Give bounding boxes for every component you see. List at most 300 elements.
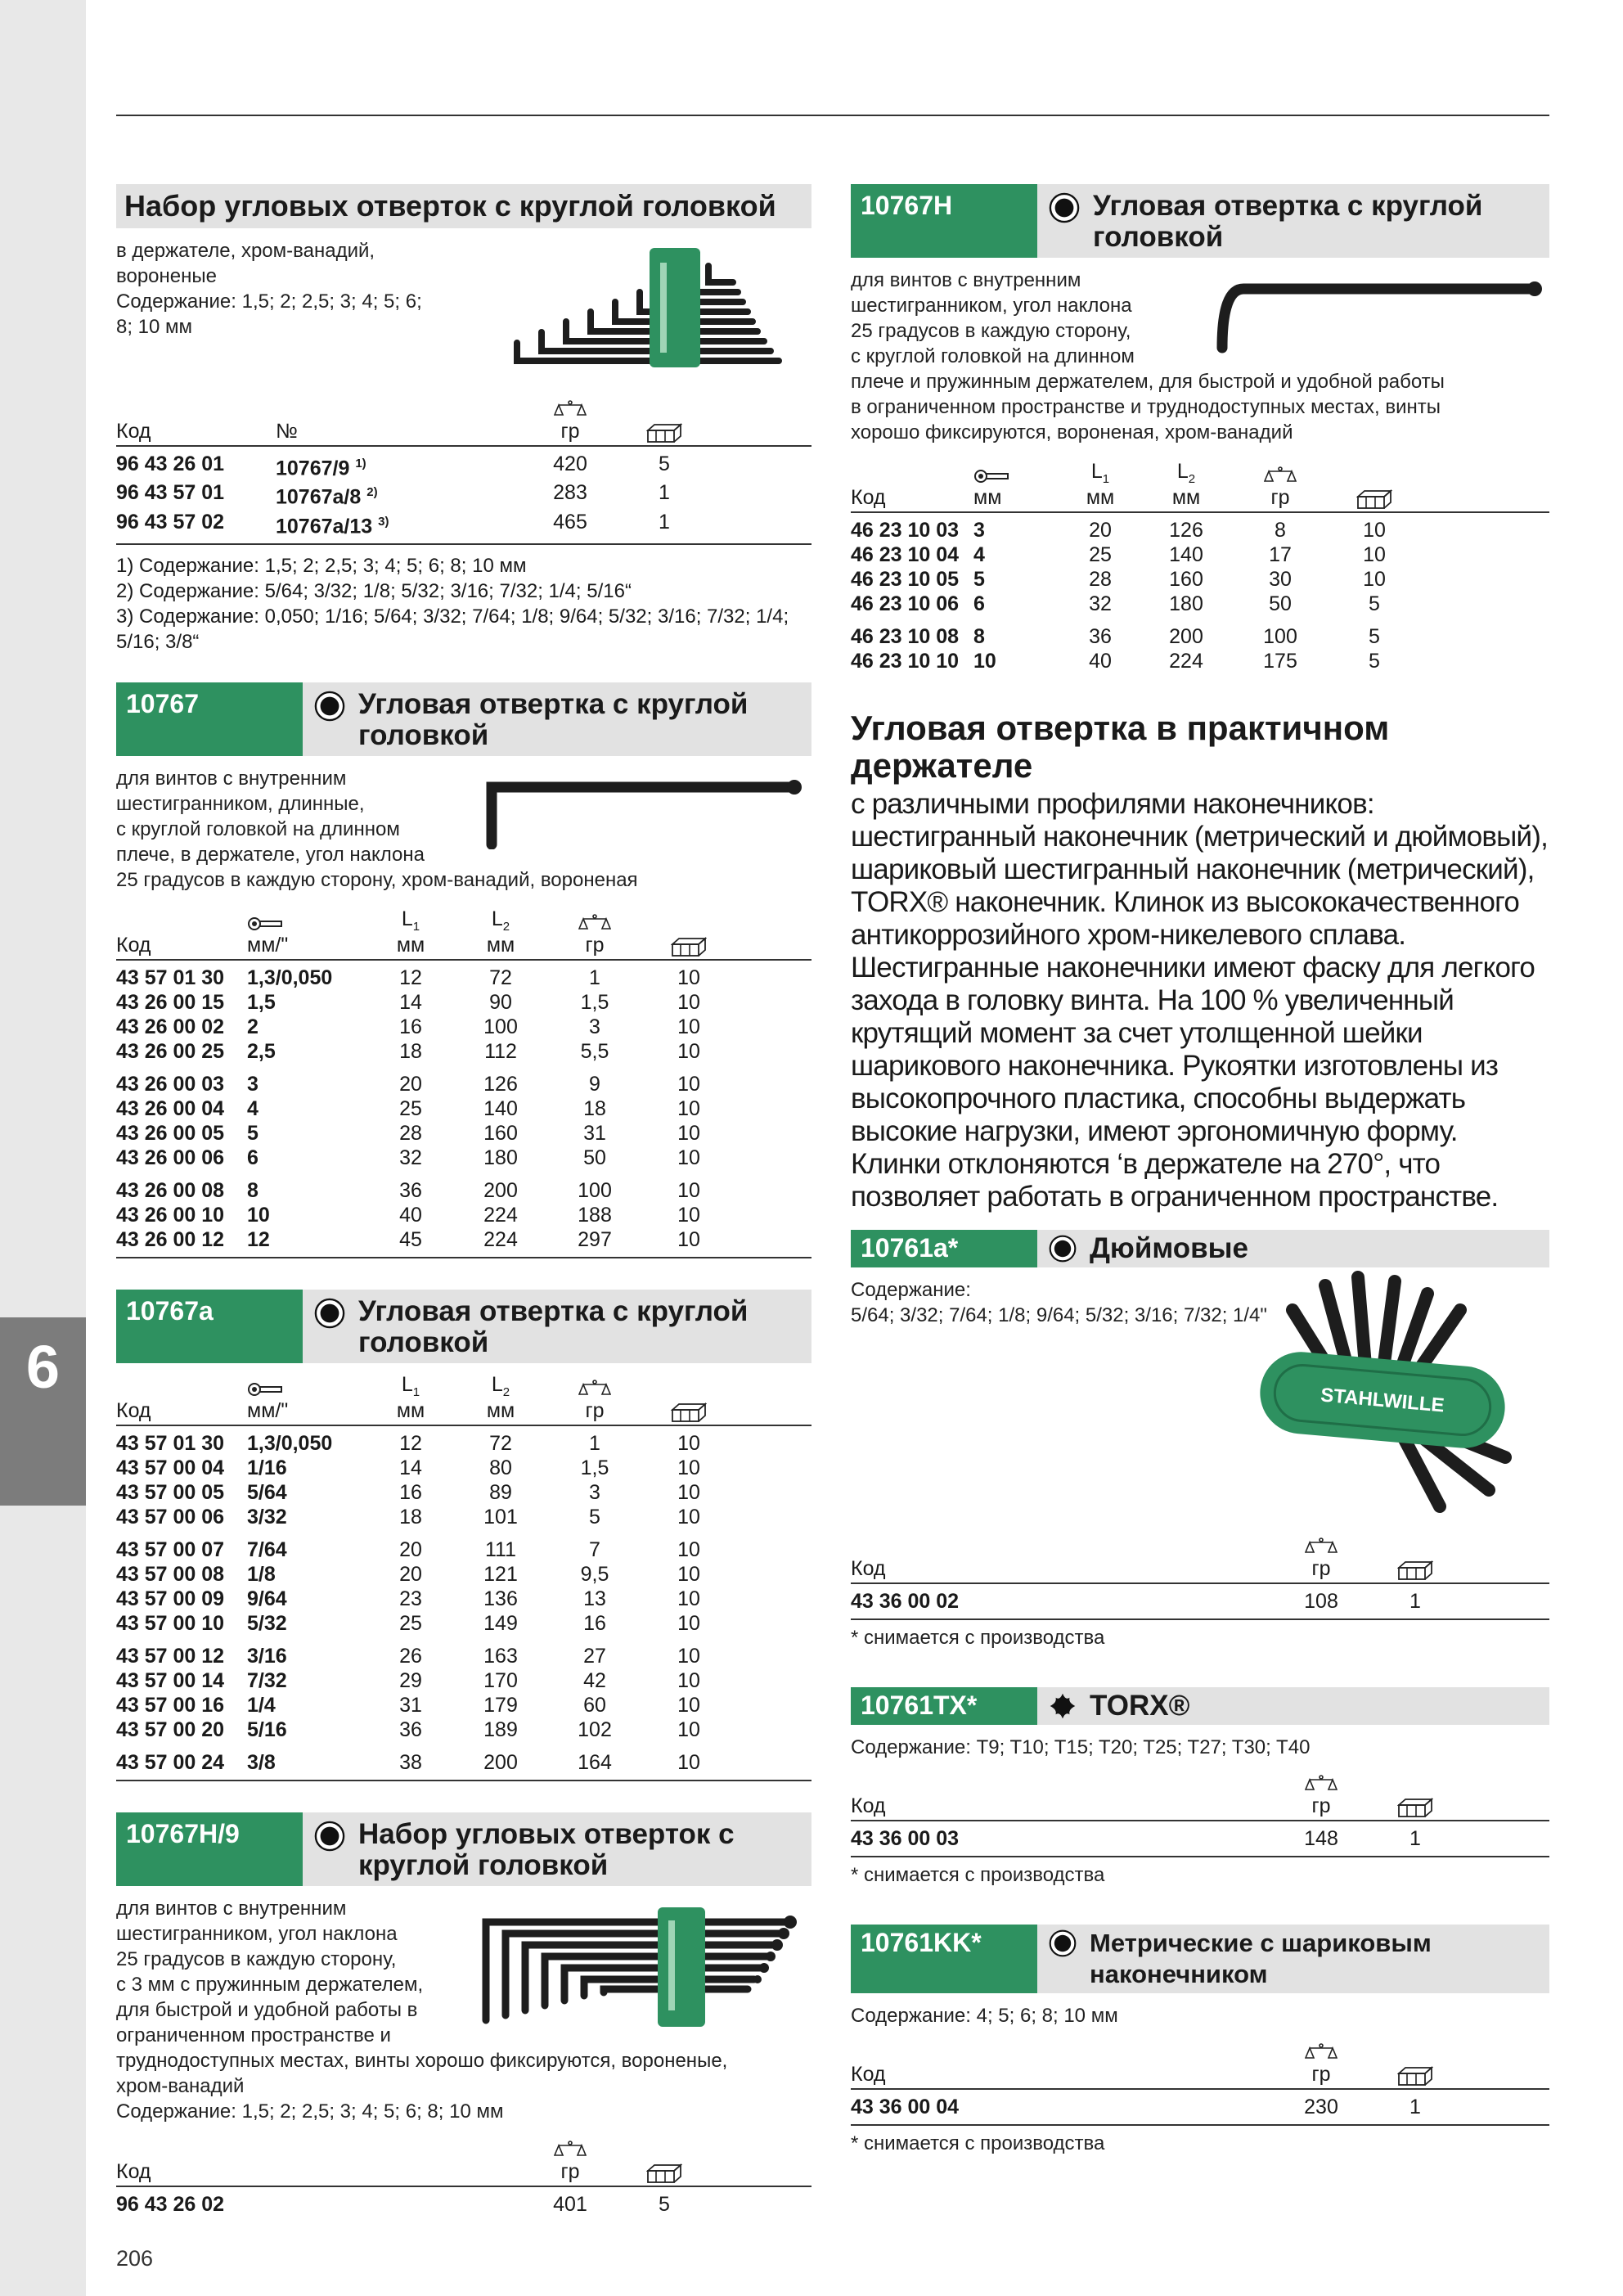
cell-code: 43 57 00 08 <box>116 1562 225 1586</box>
cell-size: 5 <box>973 568 985 591</box>
desc-line: для винтов с внутренним <box>116 1897 347 1920</box>
table-row[interactable] <box>851 1589 1549 1614</box>
section-title: Угловая отвертка с круглой головкой <box>1093 190 1483 253</box>
desc-line: Содержание: 1,5; 2; 2,5; 3; 4; 5; 6; 8; 10 мм <box>116 2100 504 2123</box>
cell-number: 10767/9 <box>276 457 350 480</box>
section-description <box>116 1896 812 2124</box>
table-row[interactable] <box>116 2192 812 2217</box>
table-row[interactable] <box>116 1644 812 1668</box>
table-row[interactable] <box>116 1693 812 1717</box>
cell-code: 43 26 00 12 <box>116 1227 225 1251</box>
table-row[interactable] <box>116 1178 812 1203</box>
cell-weight: 100 <box>578 1178 612 1202</box>
ball-end-icon <box>973 466 1009 486</box>
cell-weight: 31 <box>583 1121 606 1145</box>
section-10761a <box>851 1230 1549 1650</box>
desc-line: шестигранником, длинные, <box>116 792 365 815</box>
cell-l1: 25 <box>399 1611 422 1635</box>
cell-weight: 30 <box>1269 568 1292 591</box>
cell-l2: 89 <box>489 1480 512 1504</box>
cell-pack: 10 <box>677 1537 700 1561</box>
cell-size: 2 <box>247 1015 259 1038</box>
col-l1-label: $L_1$ <box>1090 460 1110 486</box>
cell-weight: 9,5 <box>580 1562 609 1586</box>
cell-weight: 1,5 <box>580 990 609 1014</box>
cell-pack: 10 <box>677 1146 700 1169</box>
table-row[interactable] <box>116 1039 812 1064</box>
cell-l1: 18 <box>399 1505 422 1528</box>
cell-size: 3/16 <box>247 1644 287 1668</box>
table-header <box>116 1373 812 1426</box>
table-row[interactable] <box>116 1750 812 1775</box>
col-code: Код <box>851 1557 886 1580</box>
col-size: мм/" <box>247 933 289 957</box>
footnote: 2) Содержание: 5/64; 3/32; 1/8; 5/32; 3/16; 7/32; 1/4; 5/16“ <box>116 579 632 602</box>
content-values: Содержание: T9; T10; T15; T20; T25; T27; T30; T40 <box>851 1736 1311 1758</box>
desc-line: Содержание: 1,5; 2; 2,5; 3; 4; 5; 6; <box>116 290 422 313</box>
hex-key-set-image <box>509 246 795 369</box>
cell-size: 5 <box>247 1121 259 1145</box>
cell-l2: 224 <box>1169 650 1203 673</box>
cell-code: 43 26 00 25 <box>116 1039 225 1063</box>
cell-weight: 188 <box>578 1203 612 1227</box>
cell-weight: 401 <box>553 2192 587 2216</box>
cell-code: 43 57 00 24 <box>116 1750 225 1774</box>
cell-l2: 189 <box>483 1717 518 1741</box>
ball-end-icon <box>1049 1929 1077 1957</box>
cell-pack: 5 <box>1369 650 1380 673</box>
section-10767H <box>851 184 1549 673</box>
cell-code: 43 57 00 14 <box>116 1668 225 1692</box>
cell-l1: 14 <box>399 990 422 1014</box>
cell-l1: 20 <box>399 1537 422 1561</box>
cell-pack: 10 <box>677 1750 700 1774</box>
package-icon <box>1397 1797 1433 1818</box>
col-l1-unit: мм <box>396 933 425 957</box>
cell-l1: 36 <box>399 1717 422 1741</box>
table-row[interactable] <box>116 1203 812 1227</box>
section-header <box>851 1687 1549 1725</box>
footnote-ref: 2) <box>366 485 378 500</box>
col-weight: гр <box>585 933 605 957</box>
table-row[interactable] <box>116 510 812 538</box>
cell-code: 43 57 00 06 <box>116 1505 225 1528</box>
col-l2-unit: мм <box>486 1398 515 1422</box>
table-row[interactable] <box>116 1431 812 1456</box>
cell-l1: 20 <box>399 1072 422 1096</box>
cell-code: 43 57 00 04 <box>116 1456 225 1479</box>
cell-weight: 18 <box>583 1096 606 1120</box>
s10761TX-table <box>851 1775 1549 1857</box>
cell-weight: 420 <box>553 452 587 475</box>
cell-l1: 25 <box>399 1096 422 1120</box>
cell-weight: 230 <box>1304 2096 1338 2118</box>
cell-code: 43 26 00 06 <box>116 1146 225 1169</box>
table-row[interactable] <box>116 1146 812 1170</box>
cell-pack: 5 <box>659 2192 670 2216</box>
cell-weight: 5,5 <box>580 1039 609 1063</box>
cell-pack: 10 <box>677 1562 700 1586</box>
cell-weight: 16 <box>583 1611 606 1635</box>
scale-icon <box>554 2141 587 2160</box>
desc-line: 25 градусов в каждую сторону, <box>851 320 1131 342</box>
scale-icon <box>554 400 587 420</box>
col-code: Код <box>851 1794 886 1817</box>
cell-code: 43 57 00 12 <box>116 1644 225 1668</box>
ball-end-icon <box>1049 192 1080 223</box>
left-column <box>116 184 812 2217</box>
col-l1-label: $L_1$ <box>401 907 420 934</box>
footnote-ref: 3) <box>378 514 389 529</box>
cell-l2: 200 <box>483 1178 518 1202</box>
content-values: 5/64; 3/32; 7/64; 1/8; 9/64; 5/32; 3/16; 7/32; 1/4" <box>851 1304 1267 1326</box>
s10767-table <box>116 907 812 1258</box>
s10767H9-table <box>116 2141 812 2217</box>
section-10761TX <box>851 1687 1549 1887</box>
table-row[interactable] <box>116 1227 812 1252</box>
col-weight: гр <box>585 1398 605 1422</box>
cell-size: 4 <box>973 543 985 566</box>
table-row[interactable] <box>851 518 1549 542</box>
section-header <box>851 184 1549 258</box>
table-row[interactable] <box>116 1121 812 1146</box>
discontinued-note: * снимается с производства <box>851 1627 1105 1649</box>
desc-line: для быстрой и удобной работы в <box>116 1998 418 2021</box>
col-l2-label: $L_2$ <box>491 907 510 934</box>
desc-line: с круглой головкой на длинном <box>851 345 1135 367</box>
cell-l1: 40 <box>1089 650 1112 673</box>
table-row[interactable] <box>116 1587 812 1611</box>
desc-line: плече и пружинным держателем, для быстрой и удобной работы <box>851 371 1445 393</box>
cell-l2: 140 <box>483 1096 518 1120</box>
cell-pack: 10 <box>677 1587 700 1610</box>
package-icon <box>1356 488 1392 510</box>
col-l2-label: $L_2$ <box>491 1372 510 1399</box>
table-row[interactable] <box>851 2095 1549 2119</box>
desc-line: хром-ванадий <box>116 2074 245 2097</box>
cell-weight: 102 <box>578 1717 612 1741</box>
package-icon <box>646 2163 682 2184</box>
package-icon <box>1397 1560 1433 1581</box>
product-code: 10767H/9 <box>116 1812 303 1886</box>
cell-code: 46 23 10 06 <box>851 592 960 615</box>
cell-size: 1/4 <box>247 1693 276 1717</box>
col-code: Код <box>116 1398 151 1422</box>
desc-line: для винтов с внутренним <box>851 269 1081 291</box>
cell-l2: 180 <box>483 1146 518 1169</box>
cell-pack: 10 <box>677 1456 700 1479</box>
footnote-ref: 1) <box>355 457 366 470</box>
cell-l2: 72 <box>489 966 512 989</box>
scale-icon <box>1305 2043 1338 2063</box>
cell-code: 43 36 00 03 <box>851 1827 960 1850</box>
scale-icon <box>1305 1537 1338 1557</box>
cell-number: 10767a/8 <box>276 485 362 509</box>
col-code: Код <box>116 933 151 957</box>
package-icon <box>1397 2065 1433 2087</box>
cell-weight: 3 <box>589 1480 600 1504</box>
cell-size: 3/8 <box>247 1750 276 1774</box>
cell-pack: 1 <box>1409 1827 1421 1850</box>
cell-code: 43 57 00 09 <box>116 1587 225 1610</box>
table-header <box>851 1537 1549 1584</box>
cell-size: 10 <box>973 650 996 673</box>
cell-weight: 7 <box>589 1537 600 1561</box>
cell-weight: 17 <box>1269 543 1292 566</box>
table-row[interactable] <box>851 567 1549 592</box>
cell-pack: 10 <box>677 1015 700 1038</box>
product-code: 10767a <box>116 1290 303 1363</box>
table-row[interactable] <box>116 1096 812 1121</box>
desc-line: в держателе, хром-ванадий, <box>116 240 375 262</box>
cell-pack: 10 <box>677 1072 700 1096</box>
cell-number: 10767a/13 <box>276 514 373 538</box>
cell-pack: 10 <box>677 1227 700 1251</box>
cell-l2: 170 <box>483 1668 518 1692</box>
col-weight: гр <box>560 420 580 443</box>
cell-l2: 111 <box>484 1537 516 1561</box>
scale-icon <box>1264 466 1297 486</box>
cell-code: 96 43 26 02 <box>116 2192 225 2216</box>
section-description <box>116 766 812 893</box>
cell-pack: 5 <box>1369 592 1380 615</box>
cell-pack: 10 <box>677 1203 700 1227</box>
cell-size: 1/16 <box>247 1456 287 1479</box>
cell-pack: 1 <box>1409 1590 1421 1613</box>
cell-code: 43 57 00 05 <box>116 1480 225 1504</box>
footnote: 3) Содержание: 0,050; 1/16; 5/64; 3/32; 7/64; 1/8; 9/64; 5/32; 3/16; 7/32; 1/4; 5/16; 3/8“ <box>116 605 789 653</box>
brand-logo: STAHLWILLE <box>1320 1384 1445 1417</box>
ball-end-icon <box>314 691 345 722</box>
cell-l2: 179 <box>483 1693 518 1717</box>
product-code: 10761TX* <box>851 1687 1037 1725</box>
s10767H-table <box>851 460 1549 673</box>
cell-code: 46 23 10 03 <box>851 519 960 542</box>
cell-pack: 10 <box>677 1096 700 1120</box>
col-weight: гр <box>1311 2063 1331 2086</box>
ball-end-icon <box>1049 1235 1077 1263</box>
cell-weight: 1 <box>589 1431 600 1455</box>
cell-pack: 10 <box>677 1039 700 1063</box>
desc-line: с круглой головкой на длинном <box>116 817 400 840</box>
discontinued-note: * снимается с производства <box>851 2132 1105 2154</box>
cell-size: 7/64 <box>247 1537 287 1561</box>
section-title: Угловая отвертка с круглой головкой <box>358 1294 749 1358</box>
product-code: 10761KK* <box>851 1925 1037 1993</box>
table-row[interactable] <box>851 1826 1549 1851</box>
cell-pack: 10 <box>677 1178 700 1202</box>
cell-code: 43 26 00 10 <box>116 1203 225 1227</box>
cell-l1: 31 <box>399 1693 422 1717</box>
col-l1-unit: мм <box>1086 486 1115 509</box>
cell-l2: 200 <box>483 1750 518 1774</box>
cell-l2: 149 <box>483 1611 518 1635</box>
section-title: Набор угловых отверток с круглой головкой <box>358 1817 735 1881</box>
cell-code: 43 26 00 02 <box>116 1015 225 1038</box>
cell-pack: 10 <box>677 1668 700 1692</box>
cell-l1: 12 <box>399 1431 422 1455</box>
section-10761KK <box>851 1925 1549 2155</box>
section-title: Набор угловых отверток с круглой головкой <box>116 184 812 228</box>
cell-pack: 10 <box>677 966 700 989</box>
footnote: 1) Содержание: 1,5; 2; 2,5; 3; 4; 5; 6; 8; 10 мм <box>116 554 527 577</box>
table-row[interactable] <box>116 1015 812 1039</box>
page-number: 206 <box>116 2246 154 2271</box>
cell-l1: 18 <box>399 1039 422 1063</box>
col-code: Код <box>851 486 886 509</box>
cell-pack: 10 <box>677 1644 700 1668</box>
content-values: Содержание: 4; 5; 6; 8; 10 мм <box>851 2005 1118 2027</box>
table-row[interactable] <box>116 990 812 1015</box>
torx-icon <box>1049 1692 1077 1720</box>
cell-pack: 5 <box>659 452 670 475</box>
col-size: мм/" <box>247 1398 289 1422</box>
desc-line: плече, в держателе, угол наклона <box>116 843 425 866</box>
ball-end-icon <box>247 1380 283 1399</box>
section-header <box>851 1925 1549 1993</box>
scale-icon <box>578 1380 611 1399</box>
desc-line: 25 градусов в каждую сторону, <box>116 1947 397 1970</box>
cell-code: 43 36 00 04 <box>851 2096 960 2118</box>
cell-size: 6 <box>973 592 985 615</box>
section-header <box>116 1290 812 1363</box>
desc-line: в ограниченном пространстве и труднодоступных местах, винты <box>851 396 1441 418</box>
cell-l1: 29 <box>399 1668 422 1692</box>
table-row[interactable] <box>116 1072 812 1096</box>
cell-l1: 12 <box>399 966 422 989</box>
table-row[interactable] <box>116 966 812 990</box>
hex-key-image <box>480 776 807 849</box>
cell-l1: 38 <box>399 1750 422 1774</box>
cell-size: 3 <box>247 1072 259 1096</box>
col-code: Код <box>116 420 151 443</box>
cell-size: 9/64 <box>247 1587 287 1610</box>
table-header <box>116 400 812 447</box>
cell-code: 43 57 00 16 <box>116 1693 225 1717</box>
s10761KK-table <box>851 2043 1549 2126</box>
table-row[interactable] <box>116 1717 812 1742</box>
table-row[interactable] <box>116 1456 812 1480</box>
section-title: Дюймовые <box>1090 1232 1249 1264</box>
cell-weight: 164 <box>578 1750 612 1774</box>
cell-pack: 10 <box>677 1121 700 1145</box>
package-icon <box>646 422 682 443</box>
table-row[interactable] <box>851 624 1549 649</box>
col-code: Код <box>851 2063 886 2086</box>
table-row[interactable] <box>116 1668 812 1693</box>
ball-end-icon <box>314 1298 345 1329</box>
cell-l2: 80 <box>489 1456 512 1479</box>
cell-code: 43 57 01 30 <box>116 966 225 989</box>
desc-line: ограниченном пространстве и <box>116 2024 391 2046</box>
table-row[interactable] <box>116 1480 812 1505</box>
cell-l1: 26 <box>399 1644 422 1668</box>
cell-weight: 50 <box>1269 592 1292 615</box>
cell-weight: 8 <box>1275 519 1286 542</box>
table-header <box>851 1775 1549 1821</box>
product-code: 10761a* <box>851 1230 1037 1267</box>
table-row[interactable] <box>116 1562 812 1587</box>
col-l1-unit: мм <box>396 1398 425 1422</box>
chapter-number: 6 <box>25 1333 61 1401</box>
section-header <box>116 682 812 756</box>
cell-pack: 10 <box>677 1505 700 1528</box>
table-row[interactable] <box>116 1611 812 1636</box>
cell-l2: 224 <box>483 1203 518 1227</box>
table-row[interactable] <box>851 649 1549 673</box>
cell-size: 5/32 <box>247 1611 287 1635</box>
cell-weight: 1 <box>589 966 600 989</box>
right-column <box>851 184 1549 2155</box>
section-description <box>851 1277 1549 1523</box>
cell-l1: 36 <box>399 1178 422 1202</box>
table-row[interactable] <box>116 452 812 480</box>
cell-pack: 10 <box>1363 568 1386 591</box>
cell-weight: 1,5 <box>580 1456 609 1479</box>
table-row[interactable] <box>851 542 1549 567</box>
cell-pack: 1 <box>659 510 670 533</box>
cell-pack: 10 <box>677 990 700 1014</box>
cell-size: 6 <box>247 1146 259 1169</box>
cell-l1: 20 <box>399 1562 422 1586</box>
cell-l2: 200 <box>1169 625 1203 648</box>
cell-l2: 140 <box>1169 543 1203 566</box>
table-row[interactable] <box>116 1537 812 1562</box>
cell-pack: 10 <box>677 1611 700 1635</box>
package-icon <box>671 1402 707 1423</box>
section-practical-holder <box>851 709 1549 1213</box>
col-l2-label: $L_2$ <box>1176 460 1196 486</box>
section-set-round-head <box>116 184 812 655</box>
cell-size: 7/32 <box>247 1668 287 1692</box>
cell-l2: 180 <box>1169 592 1203 615</box>
cell-weight: 108 <box>1304 1590 1338 1613</box>
col-weight: гр <box>1311 1794 1331 1817</box>
cell-l1: 36 <box>1089 625 1112 648</box>
cell-l2: 136 <box>483 1587 518 1610</box>
section-description <box>851 268 1549 445</box>
cell-l1: 20 <box>1089 519 1112 542</box>
cell-code: 43 57 00 20 <box>116 1717 225 1741</box>
cell-l2: 126 <box>1169 519 1203 542</box>
set1-table <box>116 400 812 545</box>
desc-line: вороненые <box>116 265 217 287</box>
cell-size: 8 <box>973 625 985 648</box>
desc-line: с 3 мм с пружинным держателем, <box>116 1973 424 1996</box>
table-header <box>116 2141 812 2187</box>
content-label: Содержание: <box>851 1279 971 1301</box>
cell-weight: 13 <box>583 1587 606 1610</box>
cell-size: 2,5 <box>247 1039 276 1063</box>
cell-l2: 121 <box>483 1562 518 1586</box>
desc-line: 25 градусов в каждую сторону, хром-ванадий, вороненая <box>116 868 638 891</box>
cell-l1: 32 <box>1089 592 1112 615</box>
table-row[interactable] <box>116 1505 812 1529</box>
cell-weight: 148 <box>1304 1827 1338 1850</box>
table-row[interactable] <box>116 480 812 509</box>
desc-line: шестигранником, угол наклона <box>116 1922 398 1945</box>
table-header <box>851 460 1549 513</box>
cell-size: 5/16 <box>247 1717 287 1741</box>
cell-code: 43 26 00 04 <box>116 1096 225 1120</box>
cell-code: 96 43 57 02 <box>116 510 225 533</box>
cell-code: 43 26 00 08 <box>116 1178 225 1202</box>
cell-size: 1,3/0,050 <box>247 966 333 989</box>
cell-l1: 14 <box>399 1456 422 1479</box>
section-10767a <box>116 1290 812 1781</box>
table-row[interactable] <box>851 592 1549 616</box>
scale-icon <box>1305 1775 1338 1794</box>
